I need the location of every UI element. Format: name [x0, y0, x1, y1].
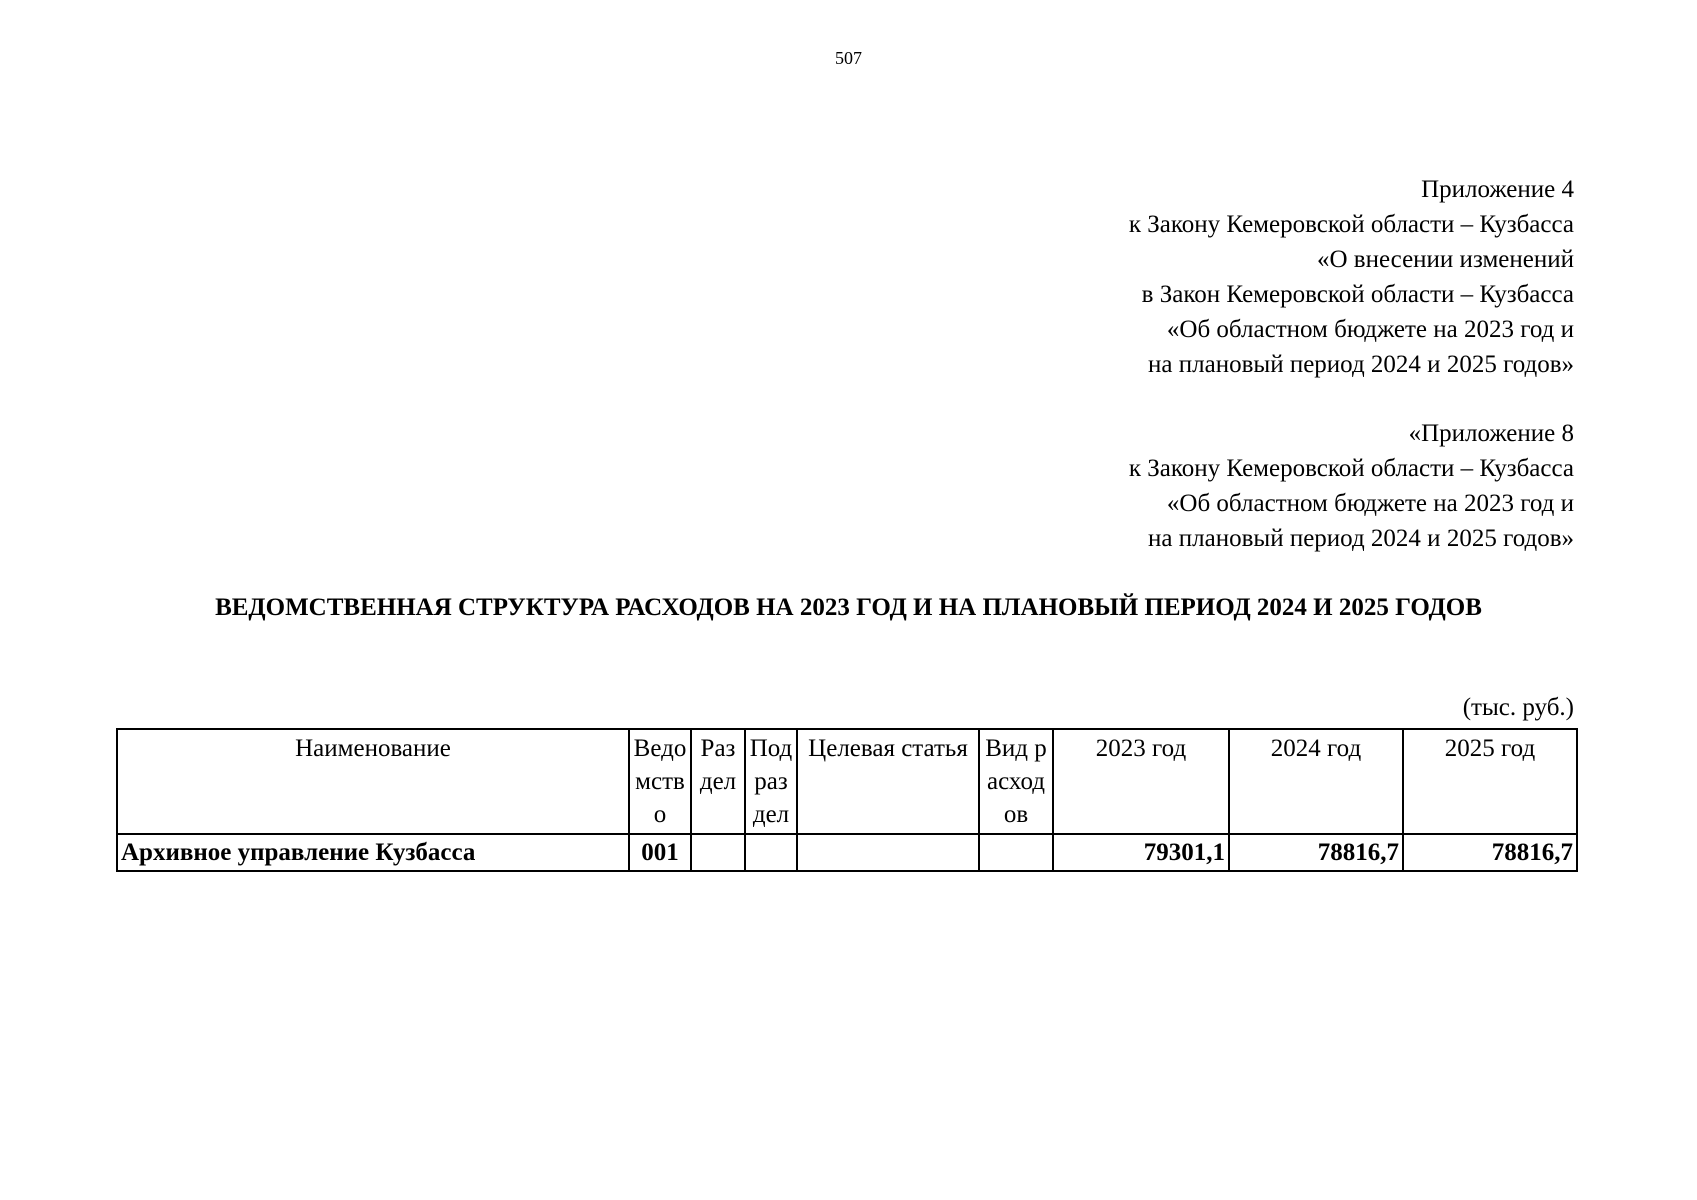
table-row [117, 834, 1577, 871]
header-section: Раздел [691, 729, 745, 834]
appendix-bottom-line: «Об областном бюджете на 2023 год и [1166, 490, 1574, 517]
appendix-reference-bottom [874, 416, 1574, 556]
table-header-row [117, 729, 1577, 834]
page-number: 507 [835, 48, 862, 68]
appendix-top-line: «Об областном бюджете на 2023 год и [1166, 316, 1574, 343]
cell-department: 001 [629, 834, 691, 871]
cell-year-2025: 78816,7 [1403, 834, 1577, 871]
appendix-reference-top [874, 172, 1574, 382]
appendix-bottom-line: «Приложение 8 [1408, 420, 1574, 447]
header-year-2024: 2024 год [1229, 729, 1403, 834]
appendix-bottom-line: к Закону Кемеровской области – Кузбасса [1128, 455, 1574, 482]
cell-name: Архивное управление Кузбасса [117, 834, 629, 871]
document-title: ВЕДОМСТВЕННАЯ СТРУКТУРА РАСХОДОВ НА 2023 ГОД И НА ПЛАНОВЫЙ ПЕРИОД 2024 И 2025 ГОДОВ [215, 594, 1482, 621]
header-expense-type: Вид расходов [979, 729, 1053, 834]
appendix-bottom-line: на плановый период 2024 и 2025 годов» [1148, 525, 1574, 552]
budget-structure-table [116, 728, 1578, 872]
cell-subsection [745, 834, 797, 871]
cell-year-2024: 78816,7 [1229, 834, 1403, 871]
header-name: Наименование [117, 729, 629, 834]
appendix-top-line: на плановый период 2024 и 2025 годов» [1148, 351, 1574, 378]
cell-year-2023: 79301,1 [1053, 834, 1229, 871]
header-target-item: Целевая статья [797, 729, 979, 834]
cell-expense-type [979, 834, 1053, 871]
appendix-top-line: в Закон Кемеровской области – Кузбасса [1141, 281, 1574, 308]
header-subsection: Подраздел [745, 729, 797, 834]
header-year-2023: 2023 год [1053, 729, 1229, 834]
appendix-top-line: к Закону Кемеровской области – Кузбасса [1128, 211, 1574, 238]
header-department: Ведомство [629, 729, 691, 834]
cell-target-item [797, 834, 979, 871]
header-year-2025: 2025 год [1403, 729, 1577, 834]
units-label: (тыс. руб.) [1462, 694, 1574, 721]
appendix-top-line: Приложение 4 [1421, 176, 1574, 203]
cell-section [691, 834, 745, 871]
appendix-top-line: «О внесении изменений [1316, 246, 1574, 273]
